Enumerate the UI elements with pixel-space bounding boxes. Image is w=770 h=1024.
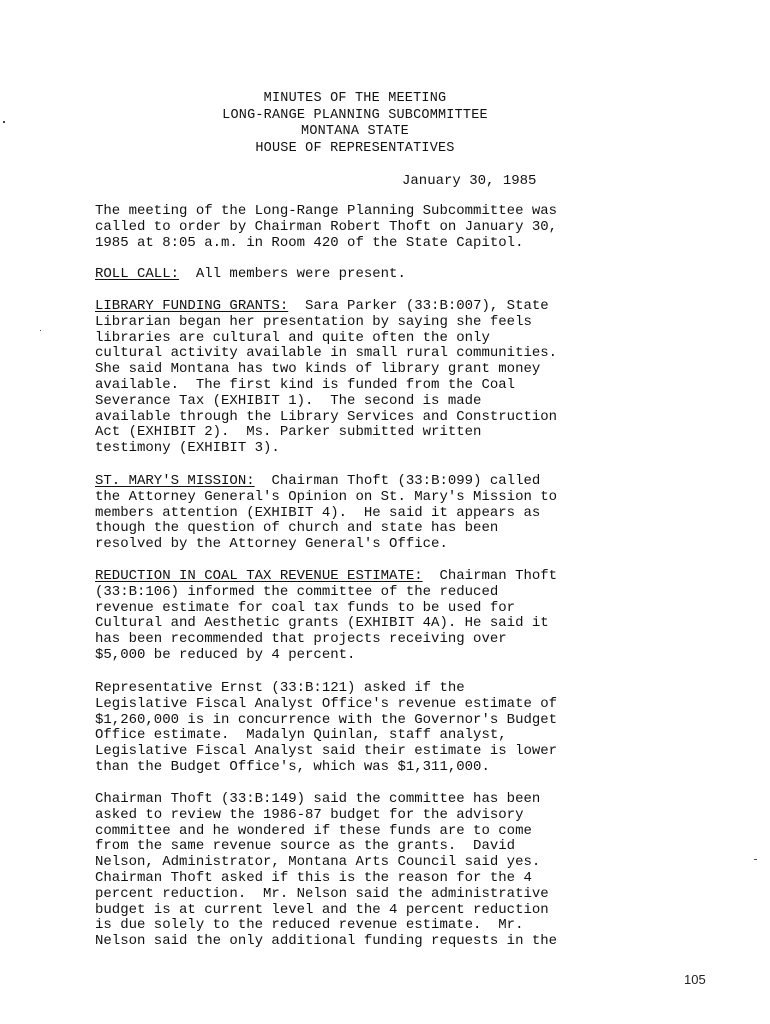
text-line: percent reduction. Mr. Nelson said the administrative bbox=[95, 885, 549, 902]
text-line: 1985 at 8:05 a.m. in Room 420 of the State Capitol. bbox=[95, 234, 524, 251]
text-line: asked to review the 1986-87 budget for the advisory bbox=[95, 806, 524, 823]
text-line: Nelson said the only additional funding requests in the bbox=[95, 933, 558, 950]
paragraph-st-marys-mission bbox=[95, 474, 635, 553]
text-line: Severance Tax (EXHIBIT 1). The second is made bbox=[95, 392, 482, 409]
text-line: Chairman Thoft asked if this is the reason for the 4 bbox=[95, 869, 532, 886]
text-line bbox=[95, 299, 635, 315]
heading-line-2: LONG-RANGE PLANNING SUBCOMMITTEE bbox=[222, 107, 488, 123]
text-line: $1,260,000 is in concurrence with the Governor's Budget bbox=[95, 711, 558, 728]
text-line: testimony (EXHIBIT 3). bbox=[95, 440, 280, 457]
text-line: Nelson, Administrator, Montana Arts Council said yes. bbox=[95, 854, 541, 871]
text-line: has been recommended that projects receiving over bbox=[95, 631, 507, 648]
section-heading-st-marys-mission: ST. MARY'S MISSION: bbox=[95, 473, 255, 489]
text-line: $5,000 be reduced by 4 percent. bbox=[95, 646, 356, 663]
heading-line-4: HOUSE OF REPRESENTATIVES bbox=[255, 140, 455, 156]
text-line bbox=[95, 474, 635, 490]
paragraph-ernst-question bbox=[95, 681, 635, 776]
text-line: Act (EXHIBIT 2). Ms. Parker submitted written bbox=[95, 424, 482, 441]
text-line: Cultural and Aesthetic grants (EXHIBIT 4A). He said it bbox=[95, 615, 549, 632]
heading-line-1: MINUTES OF THE MEETING bbox=[263, 91, 447, 106]
text-line: The meeting of the Long-Range Planning Subcommittee was bbox=[95, 203, 558, 219]
text-line: libraries are cultural and quite often the only bbox=[95, 329, 490, 346]
section-heading-library-funding: LIBRARY FUNDING GRANTS: bbox=[95, 298, 289, 314]
paragraph-call-to-order bbox=[95, 204, 635, 251]
paragraph-advisory-budget bbox=[95, 792, 635, 950]
text-line: the Attorney General's Opinion on St. Mary's Mission to bbox=[95, 488, 558, 505]
text-line: resolved by the Attorney General's Office. bbox=[95, 536, 448, 553]
text-line bbox=[95, 569, 635, 585]
text-line: available through the Library Services and Construction bbox=[95, 408, 558, 425]
text-line: called to order by Chairman Robert Thoft on January 30, bbox=[95, 218, 558, 235]
text-line: cultural activity available in small rural communities. bbox=[95, 345, 558, 362]
text-line: from the same revenue source as the grants. David bbox=[95, 838, 516, 855]
heading-line-3: MONTANA STATE bbox=[301, 124, 409, 139]
text-line: She said Montana has two kinds of library grant money bbox=[95, 361, 541, 378]
meeting-date: January 30, 1985 bbox=[402, 173, 537, 189]
scan-speck bbox=[754, 859, 757, 860]
text-line: members attention (EXHIBIT 4). He said it appears as bbox=[95, 504, 541, 521]
text-line: Chairman Thoft (33:B:149) said the committee has been bbox=[95, 791, 541, 807]
text-fragment: All members were present. bbox=[179, 266, 406, 282]
text-line: Representative Ernst (33:B:121) asked if the bbox=[95, 680, 465, 696]
text-fragment: Chairman Thoft (33:B:099) called bbox=[254, 473, 541, 489]
text-line: Legislative Fiscal Analyst Office's revenue estimate of bbox=[95, 695, 558, 712]
text-line: though the question of church and state has been bbox=[95, 520, 499, 537]
text-line: than the Budget Office's, which was $1,311,000. bbox=[95, 758, 490, 775]
text-line: available. The first kind is funded from the Coal bbox=[95, 376, 516, 393]
section-heading-coal-tax-reduction: REDUCTION IN COAL TAX REVENUE ESTIMATE: bbox=[95, 568, 423, 584]
scan-speck bbox=[40, 330, 41, 331]
text-line: committee and he wondered if these funds are to come bbox=[95, 822, 532, 839]
text-line: budget is at current level and the 4 percent reduction bbox=[95, 901, 549, 918]
text-line bbox=[95, 267, 635, 283]
text-line: (33:B:106) informed the committee of the reduced bbox=[95, 583, 499, 600]
text-line: Office estimate. Madalyn Quinlan, staff analyst, bbox=[95, 727, 507, 744]
section-heading-roll-call: ROLL CALL: bbox=[95, 266, 180, 282]
text-fragment: Sara Parker (33:B:007), State bbox=[288, 298, 549, 314]
text-line: Librarian began her presentation by saying she feels bbox=[95, 313, 532, 330]
document-heading bbox=[0, 91, 710, 157]
paragraph-coal-tax-reduction bbox=[95, 569, 635, 664]
paragraph-roll-call bbox=[95, 267, 635, 283]
page-number: 105 bbox=[684, 972, 706, 987]
text-line: is due solely to the reduced revenue estimate. Mr. bbox=[95, 917, 524, 934]
paragraph-library-funding-grants bbox=[95, 299, 635, 457]
text-fragment: Chairman Thoft bbox=[422, 568, 558, 584]
text-line: Legislative Fiscal Analyst said their estimate is lower bbox=[95, 743, 558, 760]
text-line: revenue estimate for coal tax funds to be used for bbox=[95, 599, 516, 616]
